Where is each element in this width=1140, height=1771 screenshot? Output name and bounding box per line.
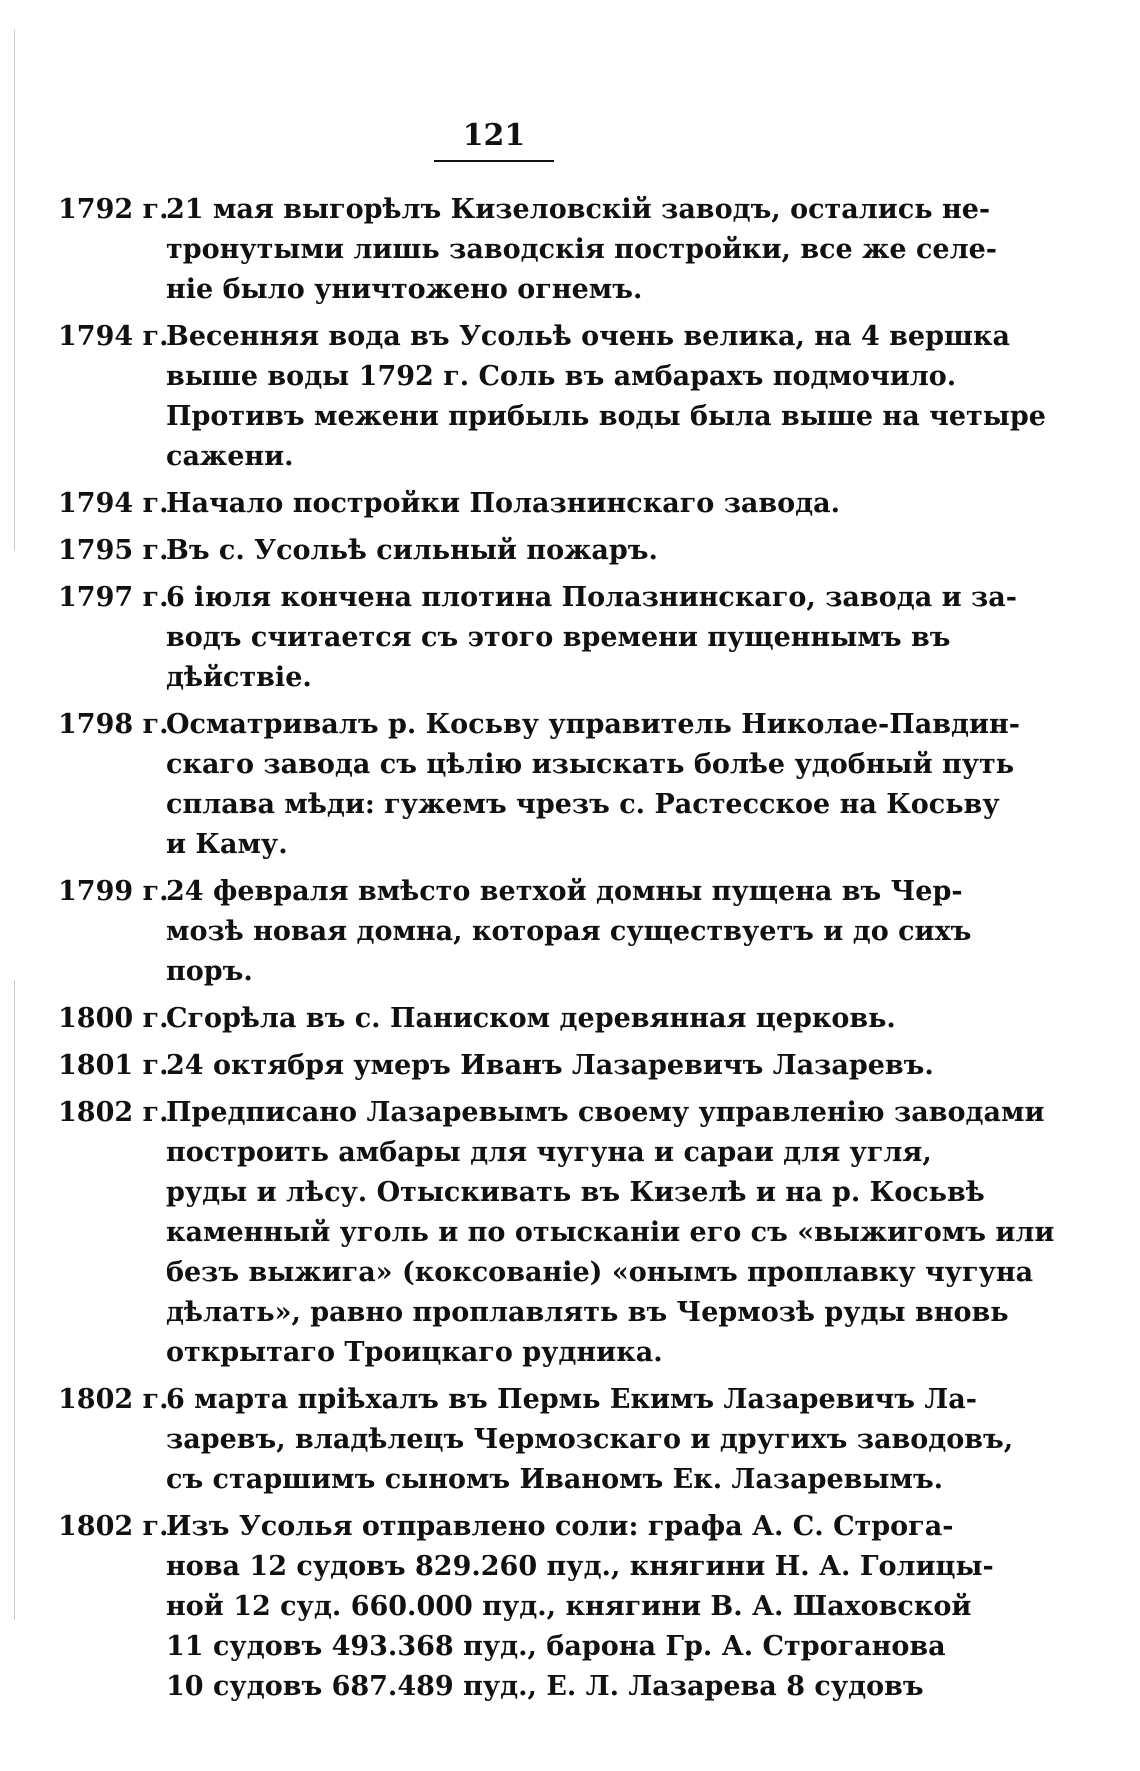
chronicle-entry <box>58 531 908 571</box>
chronicle-entry <box>58 317 1046 477</box>
entry-text <box>166 317 1046 477</box>
text-line: Въ с. Усольѣ сильный пожаръ. <box>166 535 658 566</box>
text-line: нова 12 судовъ 829.260 пуд., княгини Н. А. Голицы- <box>166 1551 994 1582</box>
chronicle-entry <box>58 872 972 992</box>
text-line: Весенняя вода въ Усольѣ очень велика, на 4 вершка <box>166 321 1010 352</box>
chronicle-entry <box>58 705 1020 865</box>
text-line: Изъ Усолья отправлено соли: графа А. С. Строга- <box>166 1511 954 1542</box>
entry-year: 1801 г. <box>58 1050 169 1081</box>
entry-year: 1795 г. <box>58 535 169 566</box>
page-number-underline <box>434 160 554 162</box>
text-line: водъ считается съ этого времени пущеннымъ въ <box>166 622 951 653</box>
entry-text <box>166 190 998 310</box>
text-line: мозѣ новая домна, которая существуетъ и до сихъ <box>166 916 972 947</box>
entry-year: 1802 г. <box>58 1097 169 1128</box>
text-line: ной 12 суд. 660.000 пуд., княгини В. А. Шаховской <box>166 1591 972 1622</box>
entry-text <box>166 531 908 571</box>
text-line: Начало постройки Полазнинскаго завода. <box>166 488 841 519</box>
entry-year: 1798 г. <box>58 709 169 740</box>
text-line: Предписано Лазаревымъ своему управленію заводами <box>166 1097 1045 1128</box>
entry-text <box>166 872 972 992</box>
text-line: 11 судовъ 493.368 пуд., барона Гр. А. Строганова <box>166 1631 946 1662</box>
text-line: руды и лѣсу. Отыскивать въ Кизелѣ и на р. Косьвѣ <box>166 1177 985 1208</box>
entry-year: 1792 г. <box>58 194 169 225</box>
chronicle-entry <box>58 1046 934 1086</box>
entry-text <box>166 484 908 524</box>
entry-year: 1802 г. <box>58 1384 169 1415</box>
entry-text <box>166 1507 994 1707</box>
scan-gutter-line <box>14 980 15 1620</box>
text-line: 21 мая выгорѣлъ Кизеловскій заводъ, остались не- <box>166 194 991 225</box>
text-line: 6 марта пріѣхалъ въ Пермь Екимъ Лазаревичъ Ла- <box>166 1384 977 1415</box>
page-number: 121 <box>462 118 526 153</box>
entry-year: 1794 г. <box>58 488 169 519</box>
text-line: Осматривалъ р. Косьву управитель Николае-Павдин- <box>166 709 1020 740</box>
text-line: дѣлать», равно проплавлять въ Чермозѣ руды вновь <box>166 1297 1009 1328</box>
entry-text <box>166 1380 1014 1500</box>
text-line: съ старшимъ сыномъ Иваномъ Ек. Лазаревымъ. <box>166 1464 944 1495</box>
text-line: выше воды 1792 г. Соль въ амбарахъ подмочило. <box>166 361 957 392</box>
chronicle-entry <box>58 999 908 1039</box>
text-line: 24 февраля вмѣсто ветхой домны пущена въ Чер- <box>166 876 963 907</box>
text-line: Противъ межени прибыль воды была выше на четыре <box>166 401 1046 432</box>
chronicle-entry <box>58 1093 1055 1373</box>
entry-text <box>166 705 1020 865</box>
text-line: ніе было уничтожено огнемъ. <box>166 274 643 305</box>
text-line: сажени. <box>166 441 294 472</box>
chronicle-entry <box>58 578 1017 698</box>
text-line: скаго завода съ цѣлію изыскать болѣе удобный путь <box>166 749 1015 780</box>
scan-gutter-line <box>14 30 15 550</box>
text-line: безъ выжига» (коксованіе) «онымъ проплавку чугуна <box>166 1257 1034 1288</box>
entry-text <box>166 999 908 1039</box>
entry-year: 1797 г. <box>58 582 169 613</box>
chronicle-entry <box>58 1380 1014 1500</box>
text-line: дѣйствіе. <box>166 662 312 693</box>
entry-text <box>166 578 1017 698</box>
text-line: 24 октября умеръ Иванъ Лазаревичъ Лазаревъ. <box>166 1050 934 1081</box>
entry-year: 1802 г. <box>58 1511 169 1542</box>
entry-year: 1794 г. <box>58 321 169 352</box>
chronicle-entry <box>58 484 908 524</box>
entry-text <box>166 1093 1055 1373</box>
entry-year: 1799 г. <box>58 876 169 907</box>
chronicle-entries <box>58 190 1055 1714</box>
entry-text <box>166 1046 934 1086</box>
text-line: построить амбары для чугуна и сараи для угля, <box>166 1137 932 1168</box>
text-line: 6 іюля кончена плотина Полазнинскаго, завода и за- <box>166 582 1017 613</box>
text-line: Сгорѣла въ с. Паниском деревянная церковь. <box>166 1003 896 1034</box>
text-line: каменный уголь и по отысканіи его съ «выжигомъ или <box>166 1217 1055 1248</box>
entry-year: 1800 г. <box>58 1003 169 1034</box>
chronicle-entry <box>58 190 998 310</box>
text-line: сплава мѣди: гужемъ чрезъ с. Растесское на Косьву <box>166 789 1000 820</box>
text-line: тронутыми лишь заводскія постройки, все же селе- <box>166 234 998 265</box>
text-line: 10 судовъ 687.489 пуд., Е. Л. Лазарева 8 судовъ <box>166 1671 924 1702</box>
text-line: заревъ, владѣлецъ Чермозскаго и другихъ заводовъ, <box>166 1424 1014 1455</box>
text-line: и Каму. <box>166 829 288 860</box>
chronicle-entry <box>58 1507 994 1707</box>
text-line: поръ. <box>166 956 253 987</box>
text-line: открытаго Троицкаго рудника. <box>166 1337 663 1368</box>
